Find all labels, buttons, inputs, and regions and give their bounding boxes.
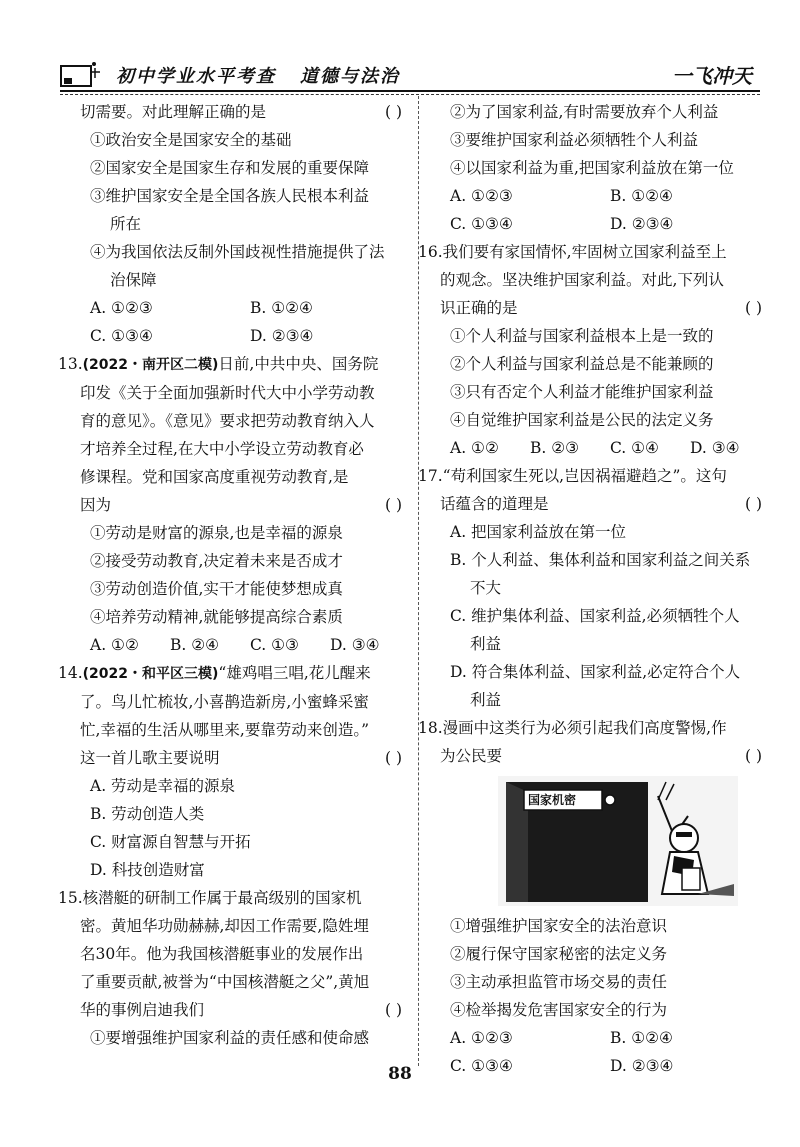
question-stem: 16.我们要有家国情怀,牢固树立国家利益至上 — [418, 243, 727, 261]
header-title: 初中学业水平考查 道德与法治 — [116, 66, 400, 87]
header-rule — [60, 90, 760, 92]
option-item: ①要增强维护国家利益的责任感和使命感 — [90, 1029, 370, 1047]
question-15-continued — [440, 98, 770, 238]
question-stem: 18.漫画中这类行为必须引起我们高度警惕,作 — [418, 719, 727, 737]
option-item: ①增强维护国家安全的法治意识 — [450, 917, 668, 935]
question-stem: 切需要。对此理解正确的是 ( ) — [80, 103, 402, 121]
option-item: C. 维护集体利益、国家利益,必须牺牲个人 — [450, 607, 740, 625]
header-subject: 道德与法治 — [300, 66, 400, 87]
question-stem: 17.“苟利国家生死以,岂因祸福避趋之”。这句 — [418, 467, 727, 485]
option-item: ②个人利益与国家利益总是不能兼顾的 — [450, 355, 714, 373]
option-item: 利益 — [470, 691, 502, 709]
question-16: 16.我们要有家国情怀,牢固树立国家利益至上 的观念。坚决维护国家利益。对此,下列认 识正确的是 ( ) ①个人利益与国家利益根本上是一致的 ②个人利益与国家利益总是不能兼顾的 ③只有否定个人利益才能维护国家利益 ④自觉维护国家利益是公民的法定义务 A. ①② B. ②③ C. ①④ D. ③④ — [440, 238, 770, 462]
option-item: ④培养劳动精神,就能够提高综合素质 — [90, 608, 343, 626]
answer-choices: A. ①②③ B. ①②④ — [90, 299, 313, 317]
option-item: ①劳动是财富的源泉,也是幸福的源泉 — [90, 524, 343, 542]
answer-choices: C. ①③④ D. ②③④ — [90, 327, 314, 345]
option-item: ①政治安全是国家安全的基础 — [90, 131, 292, 149]
option-item: ③主动承担监管市场交易的责任 — [450, 973, 668, 991]
option-item: ④以国家利益为重,把国家利益放在第一位 — [450, 159, 734, 177]
question-17: 17.“苟利国家生死以,岂因祸福避趋之”。这句 话蕴含的道理是 ( ) A. 把国家利益放在第一位 B. 个人利益、集体利益和国家利益之间关系 不大 C. 维护集体利益、国家利益,必须牺牲个人 利益 D. 符合集体利益、国家利益,必定符合个人 利益 — [440, 462, 770, 714]
question-14: 14.(2022・和平区三模)“雄鸡唱三唱,花儿醒来 了。鸟儿忙梳妆,小喜鹊造新房,小蜜蜂采蜜 忙,幸福的生活从哪里来,要靠劳动来创造。” 这一首儿歌主要说明 ( ) A. 劳动是幸福的源泉 B. 劳动创造人类 C. 财富源自智慧与开拓 D. 科技创造财富 — [80, 659, 410, 884]
page-header — [0, 0, 800, 96]
column-divider — [418, 96, 419, 1066]
answer-choices: A. ①②③ B. ①②④ — [450, 1029, 673, 1047]
option-item: ①个人利益与国家利益根本上是一致的 — [450, 327, 714, 345]
option-item: ③劳动创造价值,实干才能使梦想成真 — [90, 580, 343, 598]
answer-choices: A. ①② B. ②④ C. ①③ D. ③④ — [90, 636, 380, 654]
answer-choices: C. ①③④ D. ②③④ — [450, 215, 674, 233]
question-18: 18.漫画中这类行为必须引起我们高度警惕,作 为公民要 ( ) 国家机密 ①增强维护国家安全的法治意识 ②履行保守国家秘密的法定义务 ③主动承担监管市场交易的责任 ④检举揭发危害国家安全的行为 A. ①②③ B. ①②④ C. ①③④ D. ②③④ — [440, 714, 770, 1080]
question-stem: 13.(2022・南开区二模)日前,中共中央、国务院 — [58, 355, 379, 373]
option-item: C. 财富源自智慧与开拓 — [90, 833, 251, 851]
option-item: 不大 — [470, 579, 502, 597]
cartoon-illustration — [498, 776, 738, 906]
question-stem: 14.(2022・和平区三模)“雄鸡唱三唱,花儿醒来 — [58, 664, 371, 682]
option-item: 利益 — [470, 635, 502, 653]
cartoon-label: 国家机密 — [528, 793, 577, 807]
question-15: 15.核潜艇的研制工作属于最高级别的国家机 密。黄旭华功勋赫赫,却因工作需要,隐姓埋 名30年。他为我国核潜艇事业的发展作出 了重要贡献,被誉为“中国核潜艇之父”,黄旭 华的事例启迪我们 ( ) ①要增强维护国家利益的责任感和使命感 — [80, 884, 410, 1052]
option-item: A. 劳动是幸福的源泉 — [90, 777, 236, 795]
option-item: ④自觉维护国家利益是公民的法定义务 — [450, 411, 714, 429]
option-item: ③只有否定个人利益才能维护国家利益 — [450, 383, 714, 401]
question-source: (2022・和平区三模) — [82, 666, 219, 682]
right-column — [418, 98, 770, 1080]
question-stem: 15.核潜艇的研制工作属于最高级别的国家机 — [58, 889, 362, 907]
option-item: B. 个人利益、集体利益和国家利益之间关系 — [450, 551, 751, 569]
option-item: ②国家安全是国家生存和发展的重要保障 — [90, 159, 370, 177]
option-item: ③维护国家安全是全国各族人民根本利益 — [90, 187, 370, 205]
question-source: (2022・南开区二模) — [82, 357, 219, 373]
question-13: 13.(2022・南开区二模)日前,中共中央、国务院 印发《关于全面加强新时代大中小学劳动教 育的意见》。《意见》要求把劳动教育纳入人 才培养全过程,在大中小学设立劳动教育必 修课程。党和国家高度重视劳动教育,是 因为 ( ) ①劳动是财富的源泉,也是幸福的源泉 ②接受劳动教育,决定着未来是否成才 ③劳动创造价值,实干才能使梦想成真 ④培养劳动精神,就能够提高综合素质 A. ①② B. ②④ C. ①③ D. ③④ — [80, 350, 410, 659]
option-item: ④为我国依法反制外国歧视性措施提供了法 — [90, 243, 385, 261]
question-12-continued — [80, 98, 410, 350]
option-item: D. 符合集体利益、国家利益,必定符合个人 — [450, 663, 741, 681]
option-item: ③要维护国家利益必须牺牲个人利益 — [450, 131, 699, 149]
option-item: 所在 — [110, 215, 142, 233]
option-item: D. 科技创造财富 — [90, 861, 205, 879]
option-item: A. 把国家利益放在第一位 — [450, 523, 627, 541]
option-item: ②接受劳动教育,决定着未来是否成才 — [90, 552, 343, 570]
option-item: ②履行保守国家秘密的法定义务 — [450, 945, 668, 963]
option-item: 治保障 — [110, 271, 157, 289]
left-column — [58, 98, 410, 1052]
header-brand: 一飞冲天 — [672, 64, 752, 88]
page-number: 88 — [388, 1064, 412, 1084]
option-item: ④检举揭发危害国家安全的行为 — [450, 1001, 668, 1019]
header-rule-dashed — [60, 94, 760, 95]
answer-choices: A. ①②③ B. ①②④ — [450, 187, 673, 205]
answer-choices: C. ①③④ D. ②③④ — [450, 1057, 674, 1075]
option-item: B. 劳动创造人类 — [90, 805, 205, 823]
answer-choices: A. ①② B. ②③ C. ①④ D. ③④ — [450, 439, 740, 457]
series-logo-icon — [60, 58, 104, 88]
option-item: ②为了国家利益,有时需要放弃个人利益 — [450, 103, 719, 121]
